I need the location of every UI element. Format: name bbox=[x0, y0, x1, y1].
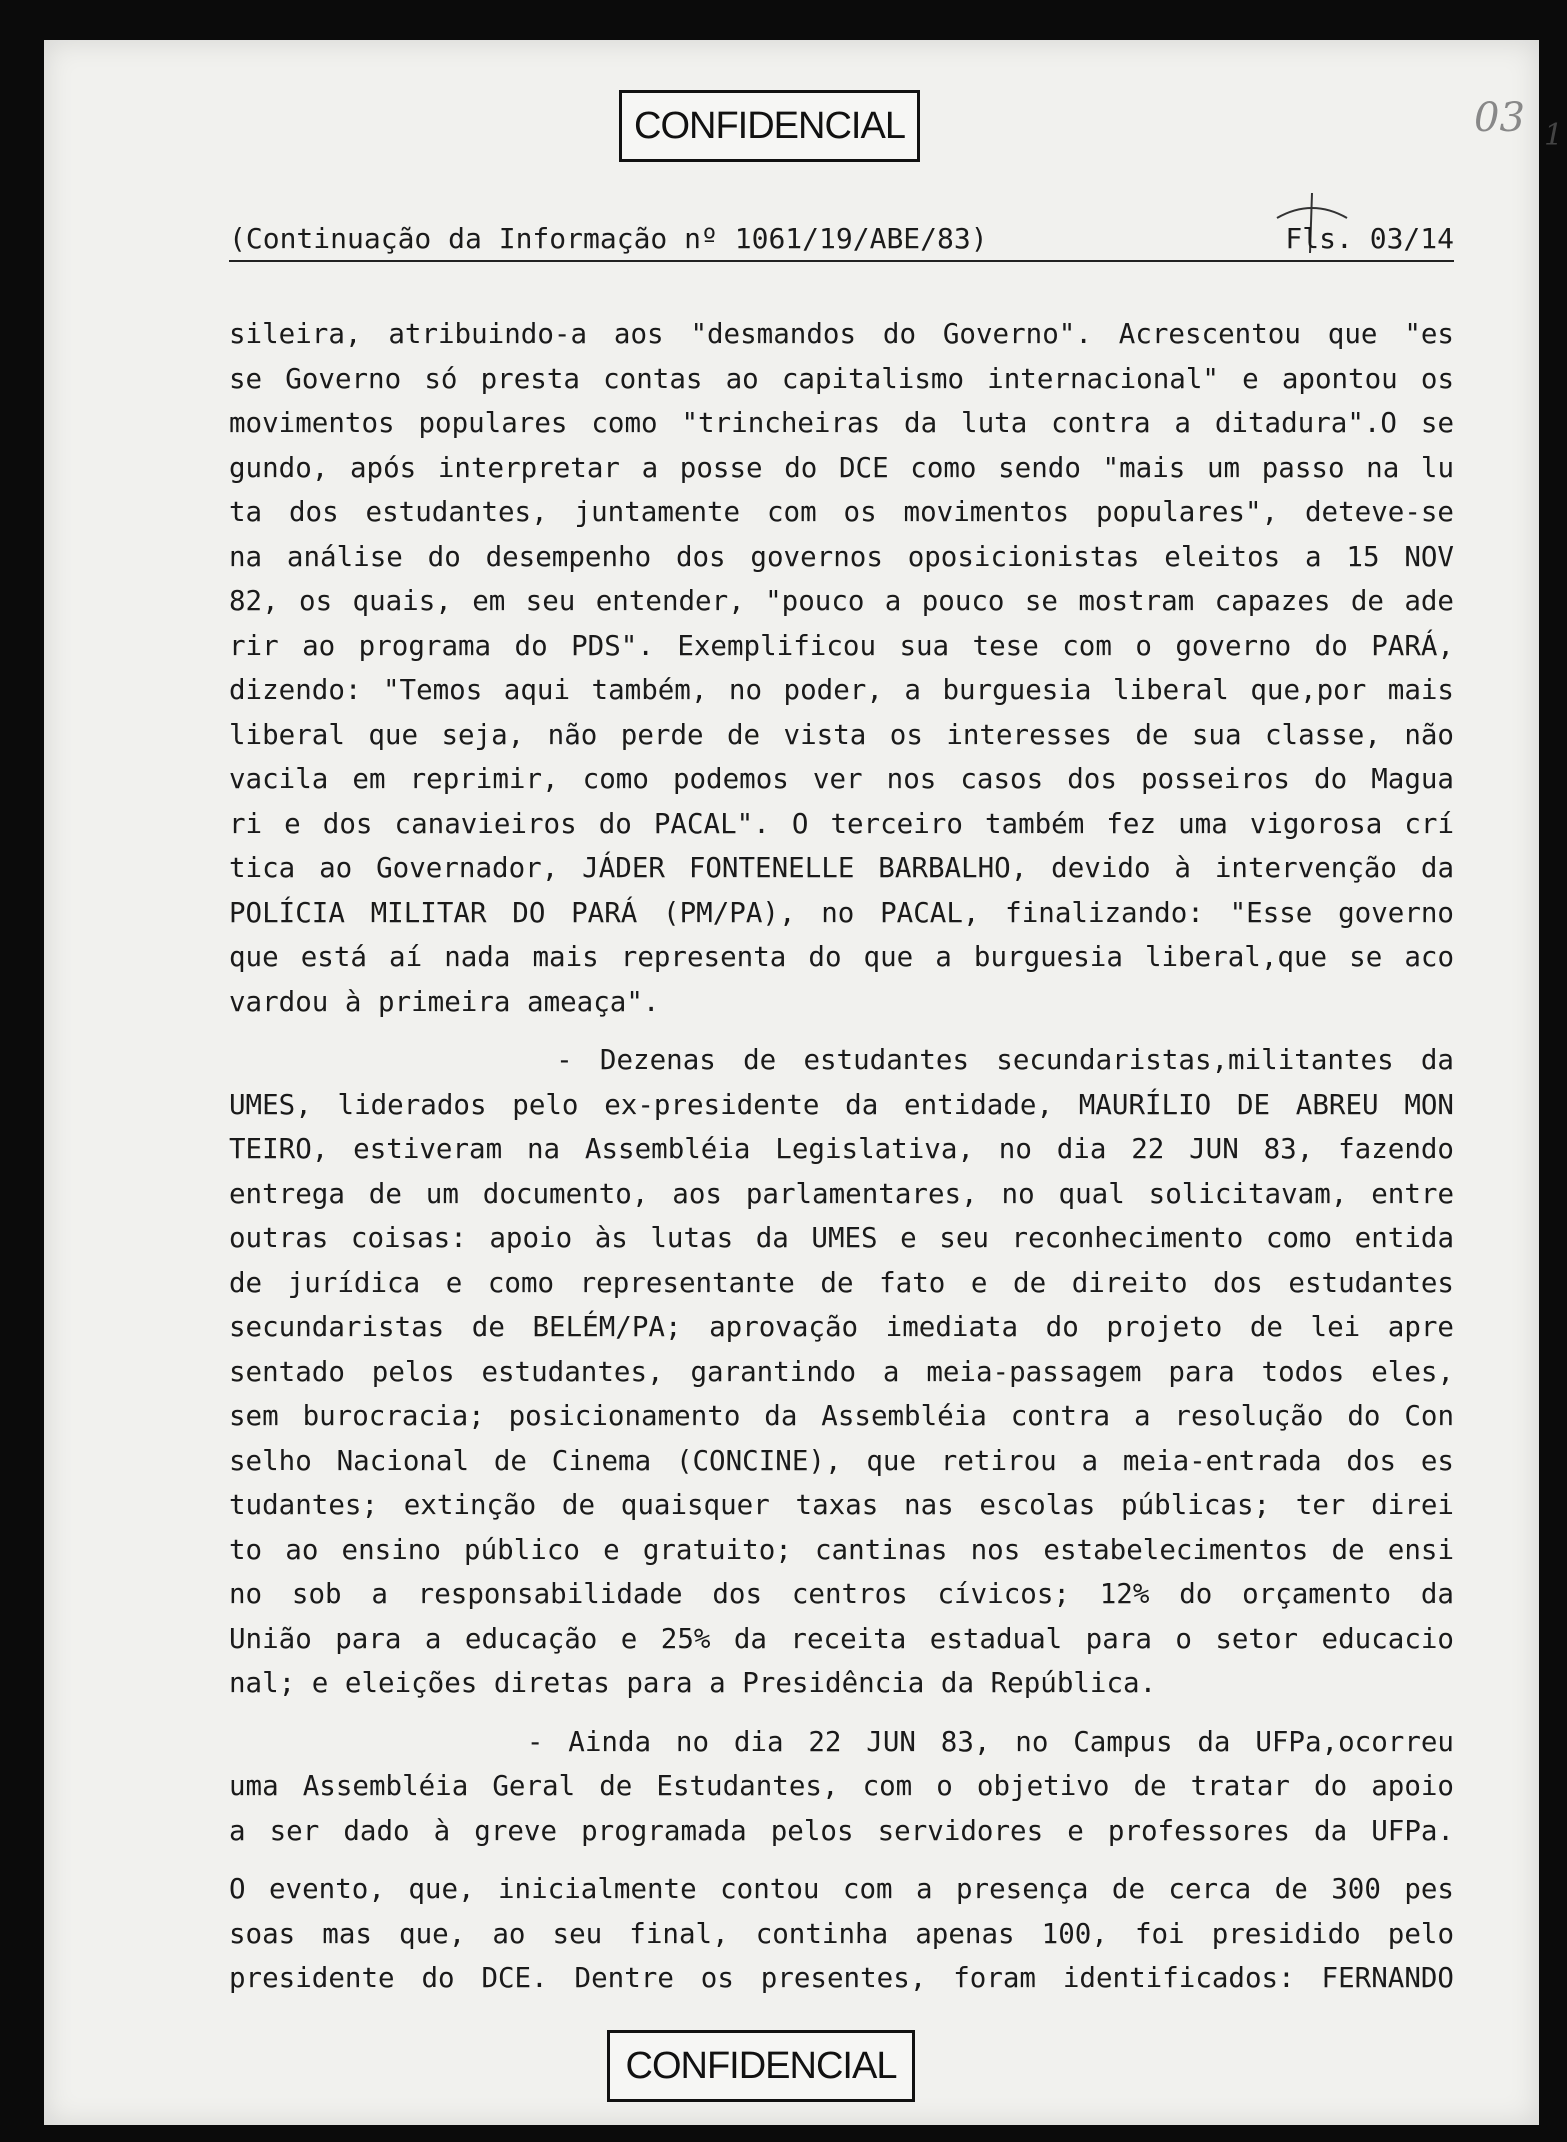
text-line: rir ao programa do PDS". Exemplificou sua tese com o governo do PARÁ, bbox=[229, 629, 1454, 662]
text-line: secundaristas de BELÉM/PA; aprovação imediata do projeto de lei apre bbox=[229, 1311, 1454, 1343]
text-line: tudantes; extinção de quaisquer taxas nas escolas públicas; ter direi bbox=[229, 1489, 1454, 1521]
text-line: nal; e eleições diretas para a Presidência da República. bbox=[229, 1667, 1157, 1699]
text-line: dizendo: "Temos aqui também, no poder, a burguesia liberal que,por mais bbox=[229, 674, 1454, 706]
text-line: que está aí nada mais representa do que a burguesia liberal,que se aco bbox=[229, 941, 1454, 973]
header-page-count: Fls. 03/14 bbox=[1285, 222, 1454, 255]
text-line: ri e dos canavieiros do PACAL". O terceiro também fez uma vigorosa crí bbox=[229, 807, 1454, 840]
text-line: POLÍCIA MILITAR DO PARÁ (PM/PA), no PACAL, finalizando: "Esse governo bbox=[229, 896, 1454, 929]
text-line: a ser dado à greve programada pelos servidores e professores da UFPa. bbox=[229, 1814, 1454, 1847]
text-line: O evento, que, inicialmente contou com a presença de cerca de 300 pes bbox=[229, 1873, 1454, 1905]
text-line: União para a educação e 25% da receita estadual para o setor educacio bbox=[229, 1622, 1454, 1655]
text-line: sentado pelos estudantes, garantindo a meia-passagem para todos eles, bbox=[229, 1355, 1454, 1388]
document-header bbox=[229, 222, 1454, 262]
text-line: - Ainda no dia 22 JUN 83, no Campus da UFPa,ocorreu bbox=[229, 1725, 1454, 1758]
text-line: UMES, liderados pelo ex-presidente da entidade, MAURÍLIO DE ABREU MON bbox=[229, 1088, 1454, 1121]
text-line: outras coisas: apoio às lutas da UMES e seu reconhecimento como entida bbox=[229, 1222, 1454, 1254]
text-line: entrega de um documento, aos parlamentares, no qual solicitavam, entre bbox=[229, 1177, 1454, 1210]
text-line: sem burocracia; posicionamento da Assembléia contra a resolução do Con bbox=[229, 1400, 1454, 1432]
handwritten-mark: 1 bbox=[1544, 118, 1564, 153]
text-line: TEIRO, estiveram na Assembléia Legislativa, no dia 22 JUN 83, fazendo bbox=[229, 1133, 1454, 1165]
document-body bbox=[229, 312, 1454, 2001]
handwritten-page-number: 03 bbox=[1474, 95, 1525, 141]
text-line: presidente do DCE. Dentre os presentes, foram identificados: FERNANDO bbox=[229, 1962, 1454, 1994]
text-line: vardou à primeira ameaça". bbox=[229, 985, 660, 1018]
text-line: movimentos populares como "trincheiras da luta contra a ditadura".O se bbox=[229, 407, 1454, 439]
text-line: vacila em reprimir, como podemos ver nos casos dos posseiros do Magua bbox=[229, 763, 1454, 795]
confidential-stamp-bottom: CONFIDENCIAL bbox=[607, 2030, 915, 2102]
text-line: sileira, atribuindo-a aos "desmandos do Governo". Acrescentou que "es bbox=[229, 318, 1454, 350]
text-line: 82, os quais, em seu entender, "pouco a pouco se mostram capazes de ade bbox=[229, 585, 1454, 617]
text-line: ta dos estudantes, juntamente com os movimentos populares", deteve-se bbox=[229, 496, 1454, 528]
text-line: selho Nacional de Cinema (CONCINE), que retirou a meia-entrada dos es bbox=[229, 1444, 1454, 1477]
text-line: se Governo só presta contas ao capitalismo internacional" e apontou os bbox=[229, 362, 1454, 395]
text-line: uma Assembléia Geral de Estudantes, com o objetivo de tratar do apoio bbox=[229, 1770, 1454, 1802]
text-line: tica ao Governador, JÁDER FONTENELLE BARBALHO, devido à intervenção da bbox=[229, 852, 1454, 884]
text-line: no sob a responsabilidade dos centros cívicos; 12% do orçamento da bbox=[229, 1578, 1454, 1610]
confidential-stamp-top: CONFIDENCIAL bbox=[619, 90, 920, 162]
header-reference: (Continuação da Informação nº 1061/19/ABE/83) bbox=[229, 222, 988, 255]
text-line: na análise do desempenho dos governos oposicionistas eleitos a 15 NOV bbox=[229, 540, 1454, 573]
document-page bbox=[44, 40, 1564, 2125]
text-line: soas mas que, ao seu final, continha apenas 100, foi presidido pelo bbox=[229, 1917, 1454, 1950]
text-line: de jurídica e como representante de fato e de direito dos estudantes bbox=[229, 1266, 1454, 1299]
text-line: to ao ensino público e gratuito; cantinas nos estabelecimentos de ensi bbox=[229, 1533, 1454, 1566]
text-line: - Dezenas de estudantes secundaristas,militantes da bbox=[229, 1044, 1454, 1076]
text-line: liberal que seja, não perde de vista os interesses de sua classe, não bbox=[229, 718, 1454, 751]
text-line: gundo, após interpretar a posse do DCE como sendo "mais um passo na lu bbox=[229, 451, 1454, 484]
